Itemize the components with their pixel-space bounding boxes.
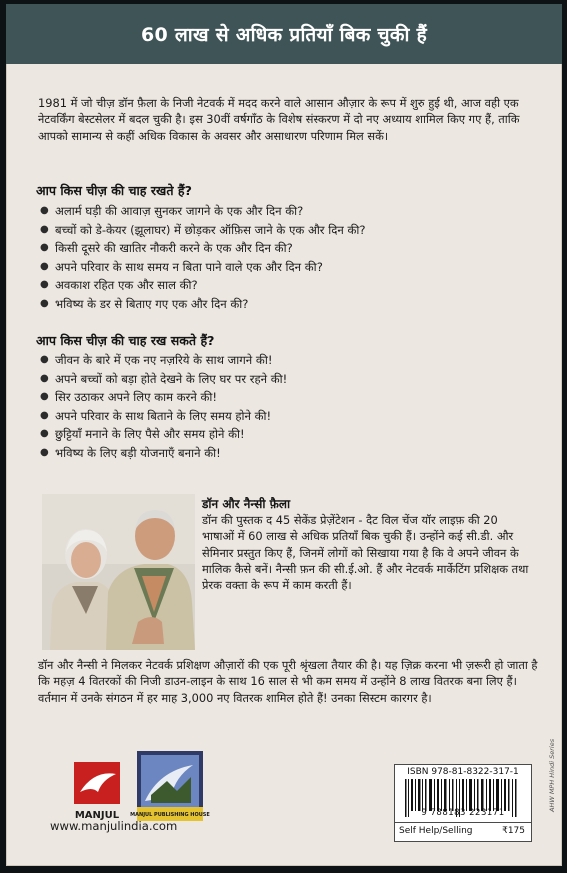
publishing-house-badge — [130, 751, 210, 821]
list-item: ● बच्चों को डे-केयर (झूलाघर) में छोड़कर ऑफ़िस जाने के एक और दिन की? — [40, 222, 366, 237]
section2-list — [40, 351, 540, 463]
category-row — [395, 822, 531, 841]
barcode-box — [394, 764, 532, 842]
list-item: ● भविष्य के लिए बड़ी योजनाएँ बनाने की! — [40, 445, 221, 460]
list-item: ● जीवन के बारे में एक नए नज़रिये के साथ जागने की! — [40, 353, 273, 367]
website-link[interactable]: www.manjulindia.com — [50, 819, 178, 833]
list-item: ● सिर उठाकर अपने लिए काम करने की! — [40, 390, 218, 405]
barcode-number: 9 788183 223171 — [421, 808, 505, 818]
manjul-logo — [68, 762, 126, 822]
list-item: ● अवकाश रहित एक और साल की? — [40, 278, 198, 293]
badge-text: MANJUL PUBLISHING HOUSE — [130, 812, 210, 818]
back-cover — [6, 4, 562, 866]
isbn: ISBN 978-81-8322-317-1 — [407, 767, 519, 777]
authors-heading: डॉन और नैन्सी फ़ैला — [202, 497, 291, 511]
intro-paragraph: 1981 में जो चीज़ डॉन फ़ैला के निजी नेटवर्क में मदद करने वाले आसान औज़ार के रूप में शुरु हुई थी, आज वही एक नेटवर्किंग बेस्टसेलर में बदल चुकी है। इस 30वीं वर्षगाँठ के विशेष संस्करण में दो नए अध्याय शामिल किए गए हैं, ताकि आपको सामान्य से कहीं अधिक विकास के अवसर और असाधारण परिणाम मिल सकें। — [38, 96, 520, 143]
authors-bio: डॉन की पुस्तक द 45 सेकेंड प्रेज़ेंटेशन - दैट विल चेंज यॉर लाइफ़ की 20 भाषाओं में 60 लाख से अधिक प्रतियाँ बिक चुकी हैं। उन्होंने कई सी.डी. और सेमिनार प्रस्तुत किए हैं, जिनमें लोगों को सिखाया गया है कि वे अपने जीवन के मालिक कैसे बनें। नैन्सी फ़न की सी.ई.ओ. हैं और नेटवर्क मार्केटिंग प्रशिक्षक तथा प्रेरक वक्ता के रूप में काम करती हैं। — [202, 513, 529, 593]
header-title: 60 लाख से अधिक प्रतियाँ बिक चुकी हैं — [140, 24, 428, 46]
list-item: ● अलार्म घड़ी की आवाज़ सुनकर जागने के एक और दिन की? — [40, 204, 304, 218]
closing-paragraph: डॉन और नैन्सी ने मिलकर नेटवर्क प्रशिक्षण औज़ारों की एक पूरी श्रृंखला तैयार की है। यह ज़िक्र करना भी ज़रूरी हो जाता है कि महज़ 4 वितरकों की निजी डाउन-लाइन के साथ 16 साल से भी कम समय में उन्होंने 8 लाख वितरक बना लिए हैं। वर्तमान में उनके संगठन में हर माह 3,000 नए वितरक शामिल होते हैं! उनका सिस्टम कारगर है। — [38, 658, 538, 705]
category: Self Help/Selling — [399, 826, 473, 836]
spine-note: AHW MPH Hindi Series — [548, 738, 556, 812]
header-band — [6, 4, 562, 64]
list-item: ● भविष्य के डर से बिताए गए एक और दिन की? — [40, 296, 249, 311]
section1-heading: आप किस चीज़ की चाह रखते हैं? — [36, 183, 192, 198]
section1-list — [40, 202, 540, 314]
section2-heading: आप किस चीज़ की चाह रख सकते हैं? — [36, 333, 215, 348]
price: ₹175 — [502, 826, 525, 836]
list-item: ● छुट्टियाँ मनाने के लिए पैसे और समय होने की! — [40, 427, 245, 442]
list-item: ● अपने परिवार के साथ समय न बिता पाने वाले एक और दिन की? — [40, 259, 323, 274]
author-photo — [42, 494, 195, 650]
list-item: ● अपने बच्चों को बड़ा होते देखने के लिए घर पर रहने की! — [40, 371, 288, 386]
list-item: ● किसी दूसरे की खातिर नौकरी करने के एक और दिन की? — [40, 241, 293, 256]
list-item: ● अपने परिवार के साथ बिताने के लिए समय होने की! — [40, 408, 272, 423]
manjul-logo-text: MANJUL — [74, 810, 120, 821]
